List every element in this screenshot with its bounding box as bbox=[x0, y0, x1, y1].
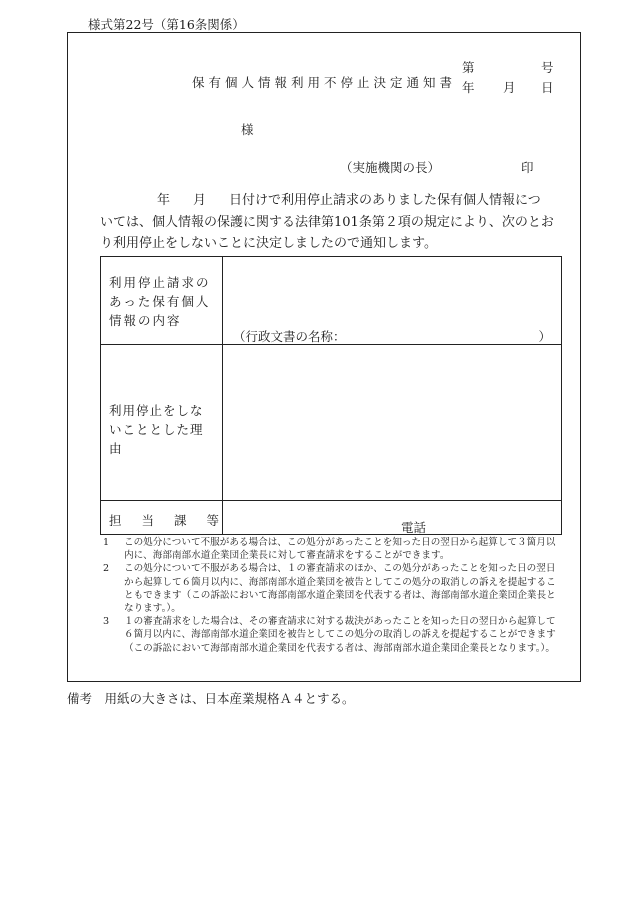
body-year: 年 bbox=[157, 193, 171, 208]
body-line-3: り利用停止をしないことに決定しましたので通知します。 bbox=[100, 236, 437, 251]
note-number: 2 bbox=[103, 563, 110, 575]
doc-number-suffix: 号 bbox=[541, 60, 554, 75]
note-item bbox=[103, 536, 565, 562]
issuer-title: （実施機関の長） bbox=[340, 160, 441, 175]
remark-note: 備考 用紙の大きさは、日本産業規格Ａ４とする。 bbox=[67, 691, 355, 706]
label-requested-info: 利用停止請求のあった保有個人情報の内容 bbox=[109, 275, 211, 328]
date-year: 年 bbox=[462, 80, 475, 95]
form-title: 保有個人情報利用不停止決定通知書 bbox=[191, 75, 456, 90]
body-month: 月 bbox=[193, 193, 207, 208]
value-cell-content bbox=[223, 257, 562, 345]
addressee-suffix: 様 bbox=[241, 122, 254, 137]
date-month: 月 bbox=[503, 80, 516, 95]
note-number: 1 bbox=[103, 537, 110, 548]
body-line-2: いては、個人情報の保護に関する法律第101条第２項の規定により、次のとお bbox=[100, 214, 554, 230]
label-reason: 利用停止をしないこととした理由 bbox=[109, 403, 204, 456]
seal-mark: 印 bbox=[521, 160, 534, 175]
label-cell-reason bbox=[101, 345, 223, 501]
table-row-content bbox=[101, 257, 562, 345]
table-row-reason bbox=[101, 345, 562, 501]
value-cell-staff bbox=[223, 501, 562, 535]
phone-label: 電話 bbox=[401, 520, 427, 535]
body-line-1-rest: 日付けで利用停止請求のありました保有個人情報につ bbox=[229, 193, 541, 208]
doc-name-label: （行政文書の名称： bbox=[233, 329, 346, 344]
note-item bbox=[103, 562, 565, 615]
info-table bbox=[100, 256, 562, 535]
note-text: この処分について不服がある場合は、この処分があったことを知った日の翌日から起算して３箇月以内に、海部南部水道企業団企業長に対して審査請求をすることができます。 bbox=[124, 537, 556, 562]
label-cell-staff bbox=[101, 501, 240, 535]
label-staff: 担当課等 bbox=[109, 513, 240, 528]
note-item bbox=[103, 615, 565, 655]
value-cell-reason bbox=[223, 345, 562, 501]
note-text: この処分について不服がある場合は、１の審査請求のほか、この処分があったことを知った日の翌日から起算して６箇月以内に、海部南部水道企業団を被告としてこの処分の取消しの訴えを提起することもできます（この訴訟において海部南部水道企業団を代表する者は、海部南部水道企業団企業長となります。）。 bbox=[124, 563, 556, 615]
note-text: １の審査請求をした場合は、その審査請求に対する裁決があったことを知った日の翌日から起算して６箇月以内に、海部南部水道企業団を被告としてこの処分の取消しの訴えを提起することができます（この訴訟において海部南部水道企業団を代表する者は、海部南部水道企業団企業長となります。）。 bbox=[124, 616, 556, 654]
body-line-1 bbox=[100, 190, 566, 212]
notice-body bbox=[100, 190, 566, 255]
date-day: 日 bbox=[541, 80, 554, 95]
table-row-staff bbox=[101, 501, 562, 535]
label-cell-content bbox=[101, 257, 223, 345]
note-number: 3 bbox=[103, 616, 110, 628]
notes-list bbox=[103, 536, 565, 655]
form-number-label: 様式第22号（第16条関係） bbox=[88, 17, 245, 32]
doc-number-prefix: 第 bbox=[462, 60, 475, 75]
doc-name-close: ） bbox=[538, 329, 551, 344]
